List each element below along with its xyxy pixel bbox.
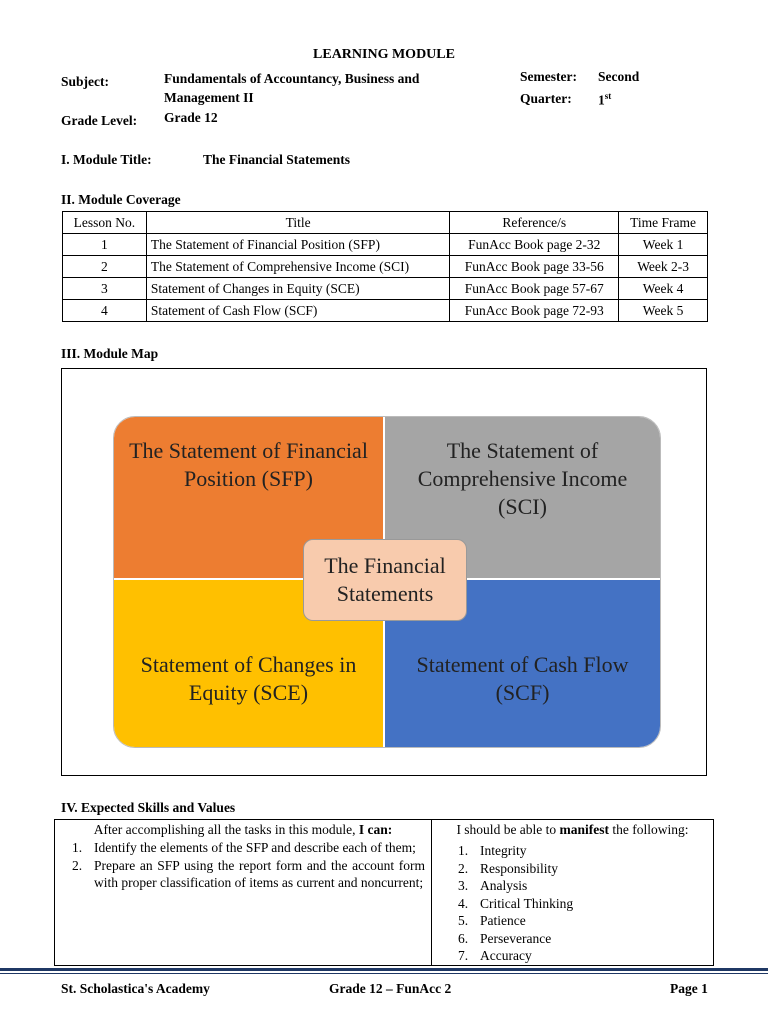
value-text: Analysis	[480, 878, 528, 893]
column-header-time-frame: Time Frame	[619, 212, 708, 234]
lesson-reference: FunAcc Book page 2-32	[450, 234, 619, 256]
coverage-heading: II. Module Coverage	[61, 192, 181, 207]
list-item: 3. Analysis	[458, 878, 528, 893]
skills-right-intro-post: the following:	[612, 822, 689, 837]
skills-left-intro	[55, 820, 431, 839]
skill-text: Identify the elements of the SFP and describe each of them;	[94, 840, 416, 855]
value-text: Critical Thinking	[480, 895, 574, 911]
skills-right-intro	[432, 820, 713, 842]
table-row	[63, 278, 708, 300]
value-text: Integrity	[480, 843, 527, 858]
lesson-title: Statement of Cash Flow (SCF)	[146, 300, 450, 322]
value-text: Patience	[480, 913, 526, 928]
module-title-label: I. Module Title:	[61, 152, 152, 167]
list-item: 6. Perseverance	[458, 930, 552, 946]
center-label: The Financial Statements	[324, 553, 446, 606]
skills-right-intro-pre: I should be able to	[456, 822, 557, 837]
center-box-financial-statements	[303, 539, 467, 621]
skills-left-cell	[55, 820, 432, 966]
value-text: Accuracy	[480, 948, 532, 963]
list-item: 7. Accuracy	[458, 948, 532, 963]
footer-rule-thin	[0, 973, 768, 974]
list-item: 1. Integrity	[458, 843, 527, 858]
skills-left-intro-text: After accomplishing all the tasks in this module,	[93, 822, 356, 837]
lesson-time-frame: Week 5	[619, 300, 708, 322]
lesson-time-frame: Week 2-3	[619, 256, 708, 278]
skill-text: Prepare an SFP using the report form and the account form with proper classification of items as current and noncurrent;	[94, 857, 425, 890]
module-title-value: The Financial Statements	[203, 152, 350, 167]
coverage-table	[62, 211, 708, 322]
subject-value-line1: Fundamentals of Accountancy, Business and	[164, 71, 420, 86]
footer-school: St. Scholastica's Academy	[61, 981, 210, 996]
quadrant-sci-label: The Statement of Comprehensive Income (SCI)	[417, 438, 628, 519]
lesson-reference: FunAcc Book page 72-93	[450, 300, 619, 322]
quarter-suffix: st	[604, 91, 612, 101]
lesson-title: The Statement of Comprehensive Income (SCI)	[146, 256, 450, 278]
document-title: LEARNING MODULE	[313, 47, 455, 62]
module-map-heading: III. Module Map	[61, 346, 159, 361]
subject-value	[164, 69, 419, 107]
list-item: 1. Identify the elements of the SFP and describe each of them;	[72, 840, 416, 855]
skills-table	[54, 819, 714, 966]
skills-heading: IV. Expected Skills and Values	[61, 800, 236, 815]
list-item: 2. Responsibility	[458, 860, 559, 876]
semester-label: Semester:	[520, 69, 577, 84]
value-text: Responsibility	[480, 860, 559, 876]
skills-left-intro-bold: I can:	[358, 822, 393, 837]
lesson-reference: FunAcc Book page 57-67	[450, 278, 619, 300]
column-header-reference: Reference/s	[450, 212, 619, 234]
footer-page-number: Page 1	[670, 981, 708, 996]
subject-value-line2: Management II	[164, 90, 254, 105]
column-header-title: Title	[146, 212, 450, 234]
list-item: 5. Patience	[458, 913, 526, 928]
list-item: 4. Critical Thinking	[458, 895, 574, 911]
semester-value: Second	[598, 69, 640, 84]
values-list	[432, 842, 713, 965]
quarter-number: 1	[598, 92, 605, 108]
quadrant-sce-label: Statement of Changes in Equity (SCE)	[140, 652, 357, 705]
lesson-number: 1	[63, 234, 147, 256]
lesson-time-frame: Week 1	[619, 234, 708, 256]
lesson-number: 4	[63, 300, 147, 322]
table-row	[63, 256, 708, 278]
quarter-label: Quarter:	[520, 91, 572, 106]
lesson-title: The Statement of Financial Position (SFP)	[146, 234, 450, 256]
table-row	[63, 300, 708, 322]
quadrant-sfp-label: The Statement of Financial Position (SFP)	[129, 438, 368, 491]
value-text: Perseverance	[480, 930, 552, 946]
lesson-time-frame: Week 4	[619, 278, 708, 300]
lesson-number: 3	[63, 278, 147, 300]
column-header-lesson: Lesson No.	[63, 212, 147, 234]
coverage-header-row	[63, 212, 708, 234]
lesson-title: Statement of Changes in Equity (SCE)	[146, 278, 450, 300]
lesson-number: 2	[63, 256, 147, 278]
table-row	[63, 234, 708, 256]
grade-value: Grade 12	[164, 110, 218, 125]
footer-course: Grade 12 – FunAcc 2	[329, 981, 452, 996]
quadrant-scf-label: Statement of Cash Flow (SCF)	[416, 652, 629, 705]
skills-right-intro-bold: manifest	[559, 822, 610, 837]
grade-label: Grade Level:	[61, 113, 138, 128]
module-map-frame	[61, 368, 707, 776]
skills-right-cell	[432, 820, 714, 966]
lesson-reference: FunAcc Book page 33-56	[450, 256, 619, 278]
footer-rule-thick	[0, 968, 768, 971]
list-item: 2. Prepare an SFP using the report form and the account form with proper classification of items as current and noncurrent;	[72, 857, 425, 890]
quarter-value	[598, 91, 611, 109]
subject-label: Subject:	[61, 74, 109, 89]
skills-left-list	[55, 839, 431, 892]
